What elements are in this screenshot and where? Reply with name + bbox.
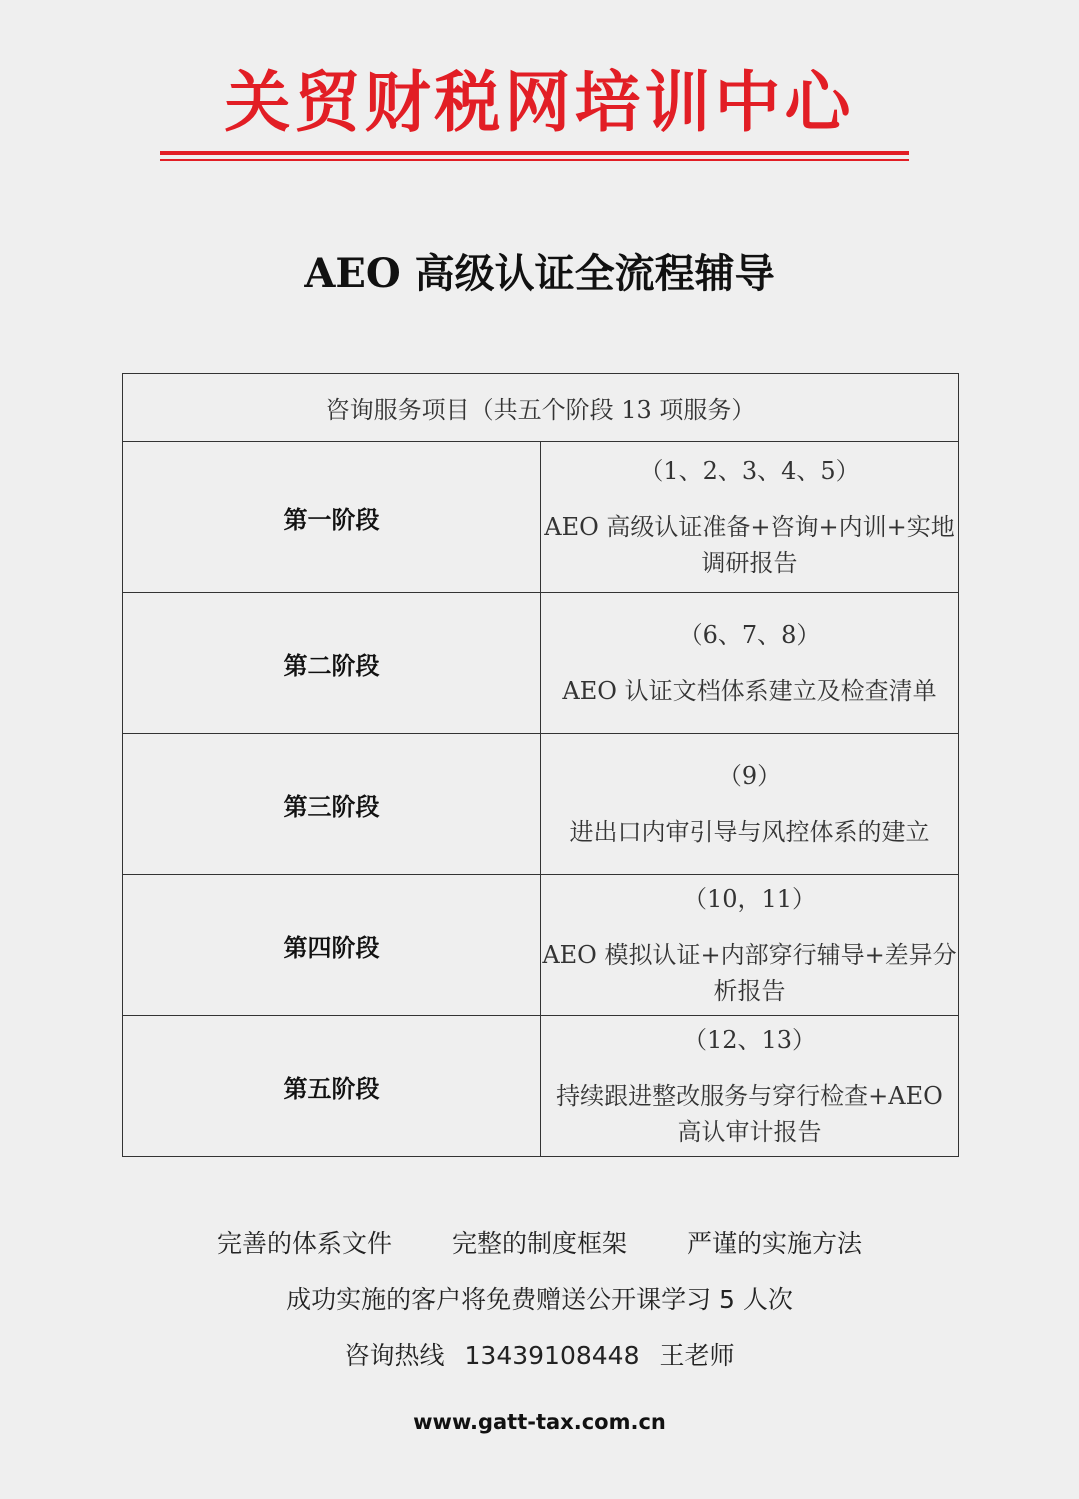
stage-service-items: （1、2、3、4、5） — [639, 457, 860, 485]
feature-item: 完整的制度框架 — [451, 1229, 627, 1258]
stage-name: 第一阶段 — [123, 442, 541, 593]
stage-description — [541, 875, 959, 1016]
title-divider-thick — [160, 151, 909, 155]
stage-summary: AEO 高级认证准备+咨询+内训+实地调研报告 — [544, 513, 955, 577]
stage-name: 第四阶段 — [123, 875, 541, 1016]
stage-description — [541, 1016, 959, 1157]
table-header-row — [123, 374, 959, 442]
stage-service-items: （10，11） — [682, 885, 817, 913]
stage-summary: AEO 模拟认证+内部穿行辅导+差异分析报告 — [542, 941, 957, 1005]
feature-item: 完善的体系文件 — [217, 1229, 393, 1258]
service-table — [122, 373, 959, 1157]
website-url: www.gatt-tax.com.cn — [413, 1410, 666, 1434]
feature-item: 严谨的实施方法 — [686, 1229, 862, 1258]
contact-person: 王老师 — [659, 1341, 735, 1370]
stage-summary: 持续跟进整改服务与穿行检查+AEO 高认审计报告 — [556, 1082, 943, 1146]
stage-name: 第五阶段 — [123, 1016, 541, 1157]
table-row — [123, 1016, 959, 1157]
table-header: 咨询服务项目（共五个阶段 13 项服务） — [123, 374, 959, 442]
feature-list — [0, 1226, 1079, 1262]
stage-description — [541, 593, 959, 734]
brand-title: 关贸财税网培训中心 — [224, 64, 855, 141]
hotline-number: 13439108448 — [464, 1341, 640, 1370]
table-row — [123, 442, 959, 593]
stage-name: 第二阶段 — [123, 593, 541, 734]
document-title: AEO 高级认证全流程辅导 — [304, 250, 775, 297]
hotline — [0, 1338, 1079, 1374]
stage-service-items: （6、7、8） — [678, 621, 821, 649]
stage-service-items: （12、13） — [682, 1026, 817, 1054]
table-row — [123, 734, 959, 875]
table-row — [123, 593, 959, 734]
stage-summary: 进出口内审引导与风控体系的建立 — [569, 818, 930, 846]
stage-service-items: （9） — [717, 762, 782, 790]
promo-text: 成功实施的客户将免费赠送公开课学习 5 人次 — [286, 1285, 793, 1314]
stage-description — [541, 734, 959, 875]
stage-description — [541, 442, 959, 593]
title-divider-thin — [160, 159, 909, 161]
stage-name: 第三阶段 — [123, 734, 541, 875]
hotline-label: 咨询热线 — [344, 1341, 445, 1370]
stage-summary: AEO 认证文档体系建立及检查清单 — [562, 677, 937, 705]
table-row — [123, 875, 959, 1016]
